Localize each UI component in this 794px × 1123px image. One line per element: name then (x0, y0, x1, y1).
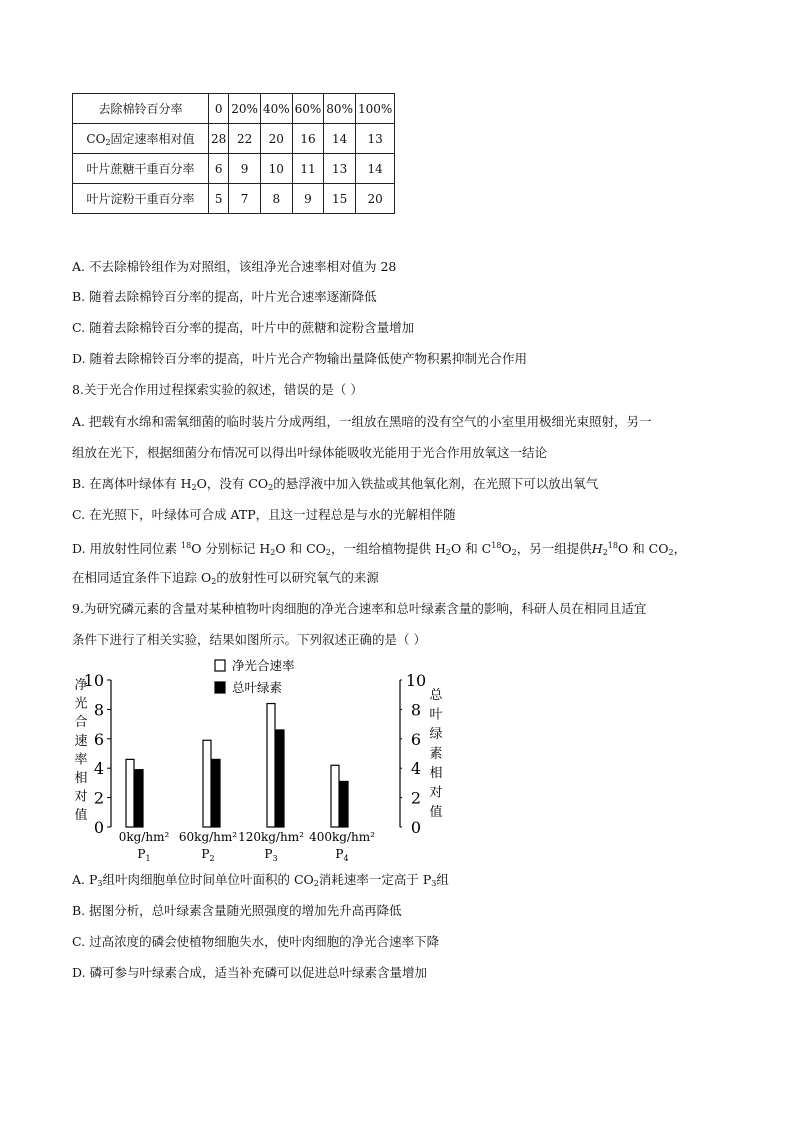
q8-stem: 8.关于光合作用过程探索实验的叙述，错误的是（ ） (72, 382, 363, 397)
legend-swatch-net-photosynthesis (215, 660, 225, 671)
y-tick-label-left: 6 (93, 729, 104, 749)
q7-option-c: C. 随着去除棉铃百分率的提高，叶片中的蔗糖和淀粉含量增加 (72, 320, 415, 335)
table-cell: 8 (260, 184, 292, 214)
table-row (73, 154, 395, 184)
y-axis-label-left (74, 678, 87, 823)
x-tick-label: 0kg/hm² (118, 830, 170, 844)
legend-swatch-total-chlorophyll (215, 682, 225, 693)
y-tick-label-left: 2 (93, 788, 104, 808)
table-header-cell: 0 (209, 94, 229, 124)
bar-net-photosynthesis-p4 (331, 765, 339, 827)
q9-stem-cont: 条件下进行了相关实验，结果如图所示。下列叙述正确的是（ ） (72, 632, 426, 647)
table-cell: 22 (229, 124, 261, 154)
x-tick-label: 400kg/hm² (309, 830, 375, 844)
bar-chart (72, 655, 402, 865)
q7-option-d: D. 随着去除棉铃百分率的提高，叶片光合产物输出量降低使产物积累抑制光合作用 (72, 351, 528, 366)
y-tick-label-left: 0 (93, 818, 104, 837)
y-tick-label-right: 0 (410, 818, 422, 837)
group-label: $P_1$ (137, 847, 151, 863)
bar-total-chlorophyll-p3 (276, 730, 284, 827)
table-cell: 16 (292, 124, 324, 154)
table-row (73, 124, 395, 154)
table-row-label: $CO_2$固定速率相对值 (73, 124, 209, 154)
table-cell: 7 (229, 184, 261, 214)
y-tick-label-right: 6 (410, 729, 422, 749)
table-header-cell: 100% (355, 94, 394, 124)
q7-option-b: B. 随着去除棉铃百分率的提高，叶片光合速率逐渐降低 (72, 289, 377, 304)
table-cell: 28 (209, 124, 229, 154)
table-cell: 20 (355, 184, 394, 214)
y-tick-label-left: 8 (93, 700, 104, 720)
legend-label-total-chlorophyll: 总叶绿素 (232, 680, 283, 695)
table-cell: 11 (292, 154, 324, 184)
table-row-label: 叶片淀粉干重百分率 (73, 184, 209, 214)
table-header-row (73, 94, 395, 124)
group-label: $P_3$ (264, 847, 278, 863)
table-header-label: 去除棉铃百分率 (73, 94, 209, 124)
table-cell: 6 (209, 154, 229, 184)
bar-total-chlorophyll-p4 (340, 781, 348, 827)
table-cell: 13 (355, 124, 394, 154)
y-axis-title-right: 总叶绿素相对值 (429, 688, 443, 820)
legend-label-net-photosynthesis: 净光合速率 (232, 658, 295, 673)
q8-option-d: D. 用放射性同位素 $^{18}$O 分别标记 $H_2O$ 和 $CO_2$，一组给植物提供 $H_2O$ 和 $C^{18}O_2$，另一组提供$H_2^{18}O$ 和 $CO_2$， (72, 541, 687, 557)
table-header-cell: 60% (292, 94, 324, 124)
bar-net-photosynthesis-p1 (126, 759, 134, 827)
table-header-cell: 20% (229, 94, 261, 124)
q9-option-d: D. 磷可参与叶绿素合成，适当补充磷可以促进总叶绿素含量增加 (72, 965, 428, 980)
table-cell: 13 (324, 154, 356, 184)
q8-option-d-cont: 在相同适宜条件下追踪 $O_2$的放射性可以研究氧气的来源 (72, 570, 379, 586)
x-tick-label: 120kg/hm² (238, 830, 304, 844)
table-row (73, 184, 395, 214)
y-tick-label-right: 4 (410, 759, 422, 779)
y-tick-label-left: 10 (83, 671, 104, 690)
table-cell: 14 (324, 124, 356, 154)
table-cell: 10 (260, 154, 292, 184)
table-row-label: 叶片蔗糖干重百分率 (73, 154, 209, 184)
group-label: $P_4$ (335, 847, 349, 863)
q9-option-b: B. 据图分析，总叶绿素含量随光照强度的增加先升高再降低 (72, 903, 402, 918)
q9-stem: 9.为研究磷元素的含量对某种植物叶肉细胞的净光合速率和总叶绿素含量的影响，科研人员在相同且适宜 (72, 601, 647, 616)
results-table (72, 93, 395, 214)
table-cell: 14 (355, 154, 394, 184)
table-cell: 20 (260, 124, 292, 154)
q9-option-a: A. $P_3$组叶肉细胞单位时间单位叶面积的 $CO_2$消耗速率一定高于 $P_3$组 (72, 872, 449, 888)
y-axis-title-text: 净光合速率相对值 (74, 678, 88, 824)
q8-option-b: B. 在离体叶绿体有 $H_2O$，没有 $CO_2$的悬浮液中加入铁盐或其他氧化剂，在光照下可以放出氧气 (72, 476, 599, 492)
y-tick-label-right: 8 (410, 700, 422, 720)
x-tick-label: 60kg/hm² (178, 830, 238, 844)
table-header-cell: 40% (260, 94, 292, 124)
y-tick-label-left: 4 (93, 759, 104, 779)
bar-total-chlorophyll-p2 (212, 759, 220, 827)
q8-option-c: C. 在光照下，叶绿体可合成 ATP，且这一过程总是与水的光解相伴随 (72, 507, 456, 522)
table-cell: 5 (209, 184, 229, 214)
right-axis-overlay (402, 655, 458, 865)
bar-net-photosynthesis-p3 (267, 704, 275, 827)
q8-option-a-cont: 组放在光下，根据细菌分布情况可以得出叶绿体能吸收光能用于光合作用放氧这一结论 (72, 445, 548, 460)
group-label: $P_2$ (201, 847, 215, 863)
bar-total-chlorophyll-p1 (135, 770, 143, 827)
table-cell: 15 (324, 184, 356, 214)
q9-option-c: C. 过高浓度的磷会使植物细胞失水，使叶肉细胞的净光合速率下降 (72, 934, 440, 949)
q8-option-a: A. 把载有水绵和需氧细菌的临时装片分成两组，一组放在黑暗的没有空气的小室里用极细光束照射，另一 (72, 414, 652, 429)
q7-option-a: A. 不去除棉铃组作为对照组，该组净光合速率相对值为 28 (72, 259, 397, 274)
table-cell: 9 (229, 154, 261, 184)
bar-net-photosynthesis-p2 (203, 740, 211, 827)
y-tick-label-right: 10 (405, 671, 427, 690)
table-header-cell: 80% (324, 94, 356, 124)
table-cell: 9 (292, 184, 324, 214)
y-tick-label-right: 2 (410, 788, 422, 808)
